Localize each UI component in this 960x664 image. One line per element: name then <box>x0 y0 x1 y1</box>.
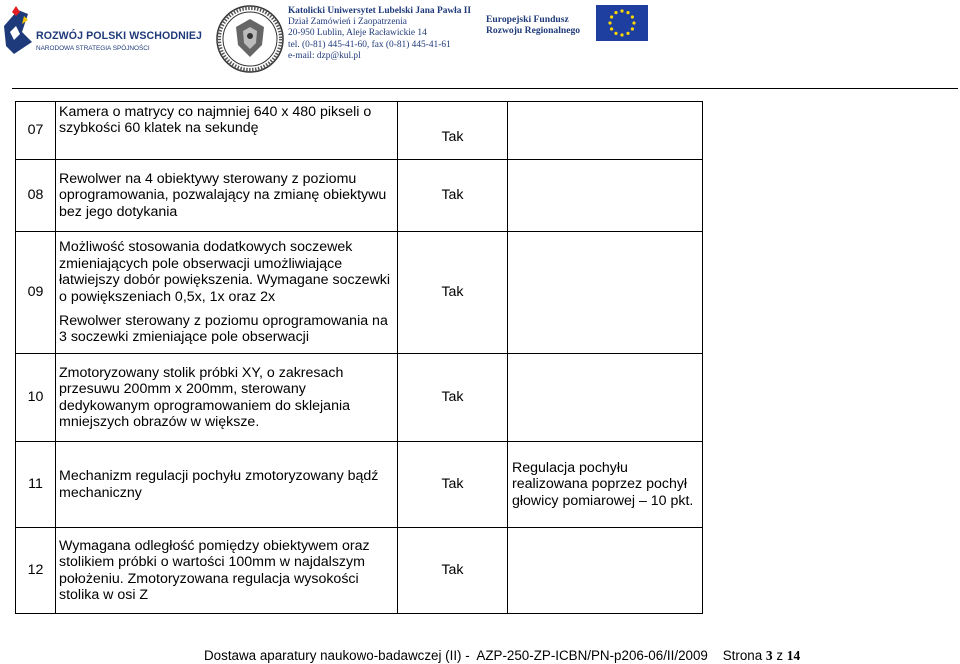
row-number: 09 <box>16 232 56 354</box>
university-seal-icon <box>216 5 284 73</box>
row-description <box>56 160 398 232</box>
row-description <box>56 354 398 442</box>
footer-page-total: 14 <box>786 648 801 663</box>
row-value: Tak <box>398 232 508 354</box>
table-row <box>16 528 703 614</box>
row-value: Tak <box>398 160 508 232</box>
row-value: Tak <box>398 442 508 528</box>
phone-fax: tel. (0-81) 445-41-60, fax (0-81) 445-41-61 <box>288 39 451 50</box>
row-description <box>56 102 398 160</box>
department-name: Dział Zamówień i Zaopatrzenia <box>288 17 407 28</box>
university-address <box>288 6 471 62</box>
eu-fund-text <box>486 14 580 36</box>
description-text: Możliwość stosowania dodatkowych soczewek zmieniających pole obserwacji umożliwiające łatwiejszy dobór powiększenia. Wymagane soczewki o powiększeniach 0,5x, 1x oraz 2x <box>59 239 391 305</box>
page-footer <box>204 648 800 664</box>
row-number: 12 <box>16 528 56 614</box>
street-address: 20-950 Lublin, Aleje Racławickie 14 <box>288 28 427 39</box>
logo-title: ROZWÓJ POLSKI WSCHODNIEJ <box>36 30 203 42</box>
row-value: Tak <box>398 528 508 614</box>
table-row <box>16 442 703 528</box>
row-note: Regulacja pochyłu realizowana poprzez pochył głowicy pomiarowej – 10 pkt. <box>508 442 703 528</box>
footer-page-number: 3 <box>765 648 773 663</box>
row-number: 08 <box>16 160 56 232</box>
row-note <box>508 528 703 614</box>
row-note <box>508 160 703 232</box>
header-divider <box>12 88 958 89</box>
footer-of: z <box>772 648 787 663</box>
row-number: 11 <box>16 442 56 528</box>
table-row <box>16 102 703 160</box>
footer-text: Dostawa aparatury naukowo-badawczej (II) - AZP-250-ZP-ICBN/PN-p206-06/II/2009 Strona <box>204 648 766 663</box>
description-text: Rewolwer na 4 obiektywy sterowany z poziomu oprogramowania, pozwalający na zmianę obiektywu bez jego dotykania <box>59 170 387 220</box>
star-mark-icon <box>2 6 34 58</box>
eu-flag-icon <box>596 5 648 41</box>
rozwoj-polski-wschodniej-logo <box>2 6 202 58</box>
logo-subtitle: NARODOWA STRATEGIA SPÓJNOŚCI <box>36 45 150 52</box>
specification-table <box>15 101 703 614</box>
row-description <box>56 442 398 528</box>
table-row <box>16 354 703 442</box>
row-description <box>56 232 398 354</box>
university-name: Katolicki Uniwersytet Lubelski Jana Pawła II <box>288 6 472 16</box>
row-note <box>508 232 703 354</box>
row-value: Tak <box>398 354 508 442</box>
row-note <box>508 354 703 442</box>
row-number: 10 <box>16 354 56 442</box>
description-text: Zmotoryzowany stolik próbki XY, o zakresach przesuwu 200mm x 200mm, sterowany dedykowanym oprogramowaniem do sklejania mniejszych obrazów w większe. <box>59 364 350 430</box>
eu-fund-line1: Europejski Fundusz <box>486 14 569 25</box>
description-text: Wymagana odległość pomiędzy obiektywem oraz stolikiem próbki o wartości 100mm w najdalszym położeniu. Zmotoryzowana regulacja wysokości stolika w osi Z <box>59 537 370 603</box>
row-note <box>508 102 703 160</box>
row-number: 07 <box>16 102 56 160</box>
page-header <box>0 0 960 80</box>
row-value: Tak <box>398 102 508 160</box>
row-description <box>56 528 398 614</box>
description-text: Mechanizm regulacji pochyłu zmotoryzowany bądź mechaniczny <box>59 468 379 501</box>
eu-fund-line2: Rozwoju Regionalnego <box>486 25 581 36</box>
description-text: Kamera o matrycy co najmniej 640 x 480 pikseli o szybkości 60 klatek na sekundę <box>59 104 372 137</box>
table-row <box>16 232 703 354</box>
email-address: e-mail: dzp@kul.pl <box>288 50 361 61</box>
table-row <box>16 160 703 232</box>
description-text: Rewolwer sterowany z poziomu oprogramowania na 3 soczewki zmieniające pole obserwacji <box>59 312 388 346</box>
